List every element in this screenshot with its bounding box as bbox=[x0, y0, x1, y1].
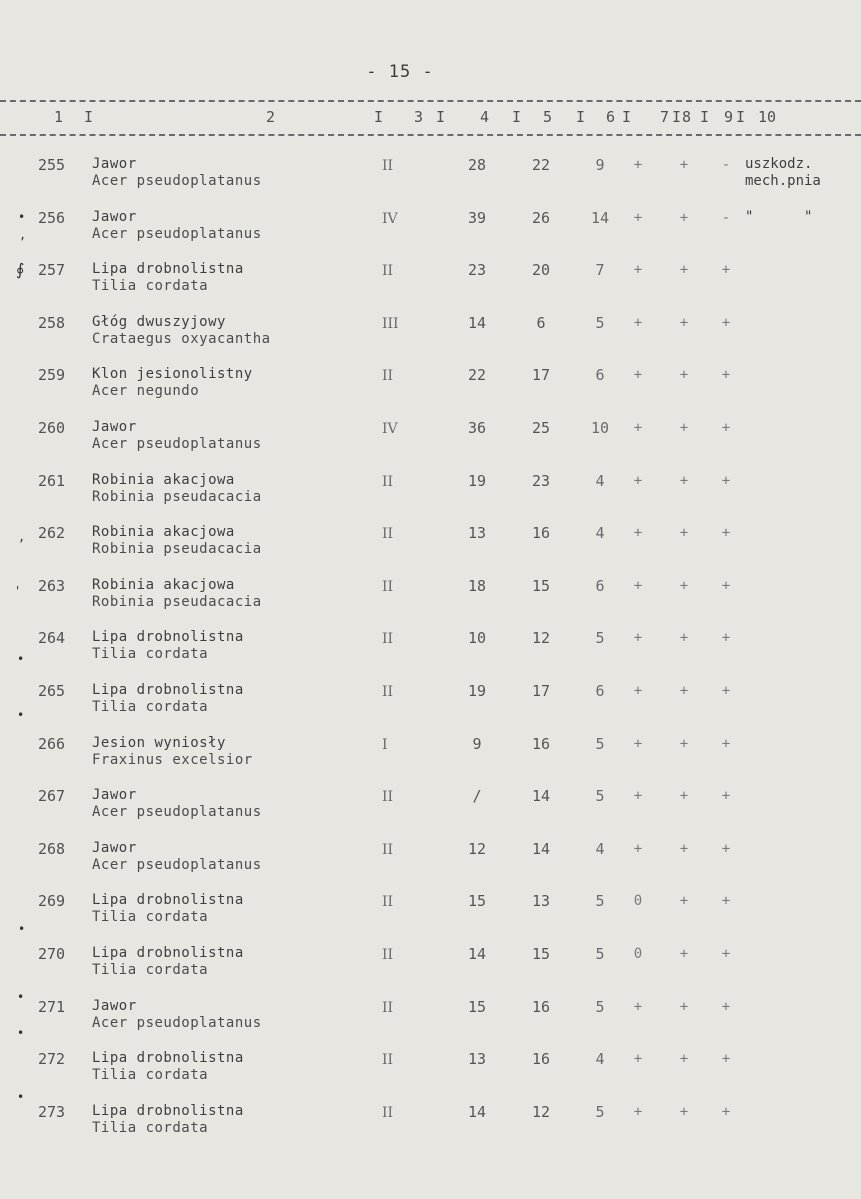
polish-name: Lipa drobnolistna bbox=[92, 1102, 244, 1119]
col-9-value: + bbox=[721, 577, 731, 594]
header-separator: I bbox=[622, 108, 632, 126]
col-7-value: + bbox=[633, 683, 643, 699]
col-6-value: 4 bbox=[595, 839, 605, 858]
row-number: 272 bbox=[38, 1050, 66, 1069]
col-3-value: III bbox=[382, 315, 399, 332]
header-top-rule bbox=[0, 100, 861, 102]
col-7-value: + bbox=[633, 314, 643, 331]
col-5-value: 15 bbox=[531, 576, 551, 595]
col-8-value: + bbox=[679, 946, 689, 962]
col-4-value: 39 bbox=[467, 208, 487, 227]
col-5-value: 23 bbox=[531, 471, 551, 490]
col-4-value: 22 bbox=[467, 366, 487, 385]
col-9-value: + bbox=[721, 367, 731, 384]
col-5-value: 16 bbox=[531, 1050, 551, 1069]
polish-name: Jawor bbox=[92, 156, 137, 172]
header-col-7: 7 bbox=[660, 108, 670, 126]
col-4-value: 15 bbox=[467, 892, 487, 911]
col-8-value: + bbox=[679, 840, 689, 857]
col-3-value: I bbox=[382, 736, 388, 753]
col-4-value: 12 bbox=[467, 839, 487, 858]
col-4-value: 13 bbox=[467, 524, 487, 543]
col-6-value: 5 bbox=[595, 629, 605, 648]
latin-name: Acer pseudoplatanus bbox=[92, 436, 262, 452]
col-7-value: + bbox=[633, 630, 643, 647]
col-7-value: + bbox=[633, 1051, 643, 1068]
col-9-value: + bbox=[721, 525, 731, 542]
table-row bbox=[0, 735, 861, 785]
col-3-value: IV bbox=[382, 421, 398, 437]
header-col-4: 4 bbox=[480, 108, 490, 126]
col-5-value: 14 bbox=[531, 787, 551, 806]
col-8-value: + bbox=[679, 472, 689, 489]
col-9-value: + bbox=[721, 1103, 731, 1120]
latin-name: Tilia cordata bbox=[92, 699, 209, 715]
col-3-value: II bbox=[382, 789, 394, 806]
col-4-value: / bbox=[472, 787, 482, 806]
latin-name: Crataegus oxyacantha bbox=[92, 330, 271, 347]
col-4-value: 23 bbox=[467, 261, 487, 280]
col-5-value: 15 bbox=[531, 945, 551, 963]
col-6-value: 5 bbox=[595, 787, 605, 806]
table-header bbox=[0, 108, 861, 130]
polish-name: Jawor bbox=[92, 787, 137, 804]
col-3-value: II bbox=[382, 263, 394, 280]
col-9-value: - bbox=[721, 157, 731, 173]
col-5-value: 25 bbox=[531, 419, 551, 437]
header-separator: I bbox=[436, 108, 446, 126]
col-7-value: + bbox=[633, 525, 643, 542]
col-7-value: + bbox=[633, 1103, 643, 1120]
latin-name: Robinia pseudacacia bbox=[92, 488, 262, 505]
col-3-value: II bbox=[382, 578, 394, 595]
col-4-value: 19 bbox=[467, 471, 487, 490]
row-number: 269 bbox=[38, 892, 66, 911]
margin-pencil-mark: ∮ bbox=[16, 260, 25, 279]
col-5-value: 16 bbox=[531, 997, 551, 1016]
col-9-value: + bbox=[721, 262, 731, 279]
col-6-value: 4 bbox=[595, 524, 605, 543]
col-5-value: 12 bbox=[531, 629, 551, 648]
col-8-value: + bbox=[679, 420, 689, 436]
table-row bbox=[0, 787, 861, 837]
col-3-value: II bbox=[382, 1104, 394, 1121]
col-5-value: 22 bbox=[531, 156, 551, 174]
polish-name: Lipa drobnolistna bbox=[92, 945, 244, 961]
row-number: 270 bbox=[38, 945, 66, 963]
table-row bbox=[0, 840, 861, 890]
header-col-10: 10 bbox=[758, 108, 777, 126]
col-6-value: 6 bbox=[595, 576, 605, 595]
latin-name: Acer pseudoplatanus bbox=[92, 225, 262, 242]
col-8-value: + bbox=[679, 262, 689, 279]
col-3-value: II bbox=[382, 947, 394, 963]
margin-dot: • bbox=[17, 990, 25, 1004]
table-row bbox=[0, 261, 861, 311]
col-8-value: + bbox=[679, 1051, 689, 1068]
col-9-value: + bbox=[721, 788, 731, 805]
col-8-value: + bbox=[679, 367, 689, 384]
table-row bbox=[0, 209, 861, 259]
header-separator: I bbox=[672, 108, 682, 126]
row-number: 261 bbox=[38, 471, 66, 490]
col-5-value: 16 bbox=[531, 524, 551, 543]
remarks-line-2: mech.pnia bbox=[745, 173, 821, 189]
col-6-value: 10 bbox=[590, 419, 610, 437]
col-6-value: 5 bbox=[595, 892, 605, 911]
col-9-value: + bbox=[721, 472, 731, 489]
table-row bbox=[0, 156, 861, 206]
col-8-value: + bbox=[679, 577, 689, 594]
col-5-value: 13 bbox=[531, 892, 551, 911]
col-7-value: + bbox=[633, 367, 643, 384]
latin-name: Acer pseudoplatanus bbox=[92, 1014, 262, 1031]
col-3-value: II bbox=[382, 631, 394, 648]
polish-name: Jesion wyniosły bbox=[92, 734, 226, 751]
col-8-value: + bbox=[679, 157, 689, 173]
col-6-value: 5 bbox=[595, 1102, 605, 1121]
col-9-value: + bbox=[721, 314, 731, 331]
polish-name: Jawor bbox=[92, 839, 137, 856]
col-3-value: II bbox=[382, 999, 394, 1016]
table-row bbox=[0, 682, 861, 732]
row-number: 258 bbox=[38, 313, 66, 332]
row-number: 257 bbox=[38, 261, 66, 280]
col-9-value: + bbox=[721, 420, 731, 436]
col-3-value: II bbox=[382, 1052, 394, 1069]
table-row bbox=[0, 892, 861, 942]
polish-name: Jawor bbox=[92, 419, 137, 435]
col-8-value: + bbox=[679, 630, 689, 647]
col-8-value: + bbox=[679, 735, 689, 752]
margin-dot: • bbox=[17, 1090, 25, 1104]
col-8-value: + bbox=[679, 683, 689, 699]
row-number: 263 bbox=[38, 576, 66, 595]
col-6-value: 5 bbox=[595, 945, 605, 963]
col-3-value: II bbox=[382, 841, 394, 858]
row-number: 256 bbox=[38, 208, 66, 227]
margin-dot: , bbox=[19, 228, 27, 242]
latin-name: Acer negundo bbox=[92, 383, 200, 400]
table-row bbox=[0, 366, 861, 416]
col-7-value: + bbox=[633, 735, 643, 752]
polish-name: Robinia akacjowa bbox=[92, 471, 235, 488]
col-4-value: 9 bbox=[472, 734, 482, 753]
col-7-value: + bbox=[633, 998, 643, 1015]
polish-name: Robinia akacjowa bbox=[92, 576, 235, 593]
col-7-value: + bbox=[633, 472, 643, 489]
header-separator: I bbox=[374, 108, 384, 126]
header-col-3: 3 bbox=[414, 108, 424, 126]
row-number: 260 bbox=[38, 419, 66, 437]
latin-name: Acer pseudoplatanus bbox=[92, 804, 262, 821]
table-row bbox=[0, 1050, 861, 1100]
table-row bbox=[0, 945, 861, 995]
header-separator: I bbox=[700, 108, 710, 126]
latin-name: Robinia pseudacacia bbox=[92, 541, 262, 558]
col-4-value: 28 bbox=[467, 156, 487, 174]
header-col-9: 9 bbox=[724, 108, 734, 126]
col-7-value: 0 bbox=[633, 946, 643, 962]
table-row bbox=[0, 524, 861, 574]
col-7-value: + bbox=[633, 788, 643, 805]
margin-dot: • bbox=[18, 210, 26, 224]
col-3-value: II bbox=[382, 158, 394, 174]
col-9-value: + bbox=[721, 735, 731, 752]
polish-name: Lipa drobnolistna bbox=[92, 629, 244, 646]
col-4-value: 19 bbox=[467, 682, 487, 700]
col-6-value: 9 bbox=[595, 156, 605, 174]
latin-name: Acer pseudoplatanus bbox=[92, 856, 262, 873]
margin-dot: • bbox=[17, 1026, 25, 1040]
row-number: 255 bbox=[38, 156, 66, 174]
polish-name: Jawor bbox=[92, 208, 137, 225]
col-5-value: 14 bbox=[531, 839, 551, 858]
col-3-value: IV bbox=[382, 210, 398, 227]
table-row bbox=[0, 314, 861, 364]
header-separator: I bbox=[736, 108, 746, 126]
col-4-value: 14 bbox=[467, 313, 487, 332]
latin-name: Tilia cordata bbox=[92, 962, 209, 978]
page-number: - 15 - bbox=[366, 62, 434, 82]
col-5-value: 20 bbox=[531, 261, 551, 280]
polish-name: Lipa drobnolistna bbox=[92, 1050, 244, 1067]
latin-name: Robinia pseudacacia bbox=[92, 593, 262, 610]
margin-dot: • bbox=[18, 922, 26, 936]
col-4-value: 36 bbox=[467, 419, 487, 437]
col-7-value: + bbox=[633, 840, 643, 857]
col-3-value: II bbox=[382, 526, 394, 543]
col-7-value: + bbox=[633, 157, 643, 173]
col-9-value: + bbox=[721, 683, 731, 699]
row-number: 266 bbox=[38, 734, 66, 753]
margin-dot: • bbox=[17, 652, 25, 666]
col-3-value: II bbox=[382, 368, 394, 385]
col-8-value: + bbox=[679, 209, 689, 226]
col-4-value: 15 bbox=[467, 997, 487, 1016]
table-row bbox=[0, 1103, 861, 1153]
col-9-value: + bbox=[721, 840, 731, 857]
col-7-value: + bbox=[633, 209, 643, 226]
latin-name: Fraxinus excelsior bbox=[92, 751, 253, 768]
table-row bbox=[0, 998, 861, 1048]
col-4-value: 14 bbox=[467, 945, 487, 963]
polish-name: Lipa drobnolistna bbox=[92, 261, 244, 278]
col-4-value: 10 bbox=[467, 629, 487, 648]
header-separator: I bbox=[576, 108, 586, 126]
col-6-value: 5 bbox=[595, 997, 605, 1016]
col-5-value: 12 bbox=[531, 1102, 551, 1121]
margin-dot: ' bbox=[14, 584, 22, 598]
col-6-value: 6 bbox=[595, 366, 605, 385]
col-4-value: 13 bbox=[467, 1050, 487, 1069]
col-6-value: 14 bbox=[590, 208, 610, 227]
polish-name: Klon jesionolistny bbox=[92, 366, 253, 383]
col-8-value: + bbox=[679, 788, 689, 805]
latin-name: Tilia cordata bbox=[92, 278, 209, 295]
col-8-value: + bbox=[679, 893, 689, 910]
latin-name: Tilia cordata bbox=[92, 909, 209, 926]
header-col-2: 2 bbox=[266, 108, 276, 126]
polish-name: Lipa drobnolistna bbox=[92, 682, 244, 698]
polish-name: Jawor bbox=[92, 997, 137, 1014]
col-8-value: + bbox=[679, 998, 689, 1015]
row-number: 267 bbox=[38, 787, 66, 806]
col-6-value: 5 bbox=[595, 313, 605, 332]
col-5-value: 16 bbox=[531, 734, 551, 753]
latin-name: Acer pseudoplatanus bbox=[92, 173, 262, 189]
header-separator: I bbox=[512, 108, 522, 126]
col-9-value: + bbox=[721, 998, 731, 1015]
remarks-line-1: uszkodz. bbox=[745, 156, 813, 172]
polish-name: Robinia akacjowa bbox=[92, 524, 235, 541]
col-8-value: + bbox=[679, 1103, 689, 1120]
col-9-value: + bbox=[721, 946, 731, 962]
table-row bbox=[0, 577, 861, 627]
margin-dot: • bbox=[17, 708, 25, 722]
col-7-value: 0 bbox=[633, 893, 643, 910]
row-number: 265 bbox=[38, 682, 66, 700]
col-4-value: 14 bbox=[467, 1102, 487, 1121]
row-number: 273 bbox=[38, 1102, 66, 1121]
row-number: 259 bbox=[38, 366, 66, 385]
col-9-value: + bbox=[721, 893, 731, 910]
row-number: 262 bbox=[38, 524, 66, 543]
header-bottom-rule bbox=[0, 134, 861, 136]
table-row bbox=[0, 472, 861, 522]
col-9-value: - bbox=[721, 209, 731, 226]
header-separator: I bbox=[84, 108, 94, 126]
col-8-value: + bbox=[679, 525, 689, 542]
header-col-1: 1 bbox=[54, 108, 64, 126]
remarks-line-1: " " bbox=[745, 208, 813, 225]
table-row bbox=[0, 629, 861, 679]
col-6-value: 4 bbox=[595, 1050, 605, 1069]
latin-name: Tilia cordata bbox=[92, 646, 209, 663]
col-8-value: + bbox=[679, 314, 689, 331]
col-6-value: 4 bbox=[595, 471, 605, 490]
latin-name: Tilia cordata bbox=[92, 1067, 209, 1084]
col-5-value: 17 bbox=[531, 682, 551, 700]
col-5-value: 6 bbox=[536, 313, 546, 332]
col-6-value: 6 bbox=[595, 682, 605, 700]
col-5-value: 26 bbox=[531, 208, 551, 227]
header-col-6: 6 bbox=[606, 108, 616, 126]
col-7-value: + bbox=[633, 262, 643, 279]
col-6-value: 5 bbox=[595, 734, 605, 753]
col-3-value: II bbox=[382, 684, 394, 700]
col-3-value: II bbox=[382, 894, 394, 911]
margin-dot: , bbox=[18, 530, 26, 544]
col-3-value: II bbox=[382, 473, 394, 490]
col-9-value: + bbox=[721, 1051, 731, 1068]
row-number: 264 bbox=[38, 629, 66, 648]
col-7-value: + bbox=[633, 420, 643, 436]
col-5-value: 17 bbox=[531, 366, 551, 385]
table-row bbox=[0, 419, 861, 469]
col-7-value: + bbox=[633, 577, 643, 594]
latin-name: Tilia cordata bbox=[92, 1119, 209, 1136]
col-4-value: 18 bbox=[467, 576, 487, 595]
polish-name: Głóg dwuszyjowy bbox=[92, 313, 226, 330]
row-number: 268 bbox=[38, 839, 66, 858]
col-9-value: + bbox=[721, 630, 731, 647]
row-number: 271 bbox=[38, 997, 66, 1016]
header-col-8: 8 bbox=[682, 108, 692, 126]
header-col-5: 5 bbox=[543, 108, 553, 126]
col-6-value: 7 bbox=[595, 261, 605, 280]
polish-name: Lipa drobnolistna bbox=[92, 892, 244, 909]
